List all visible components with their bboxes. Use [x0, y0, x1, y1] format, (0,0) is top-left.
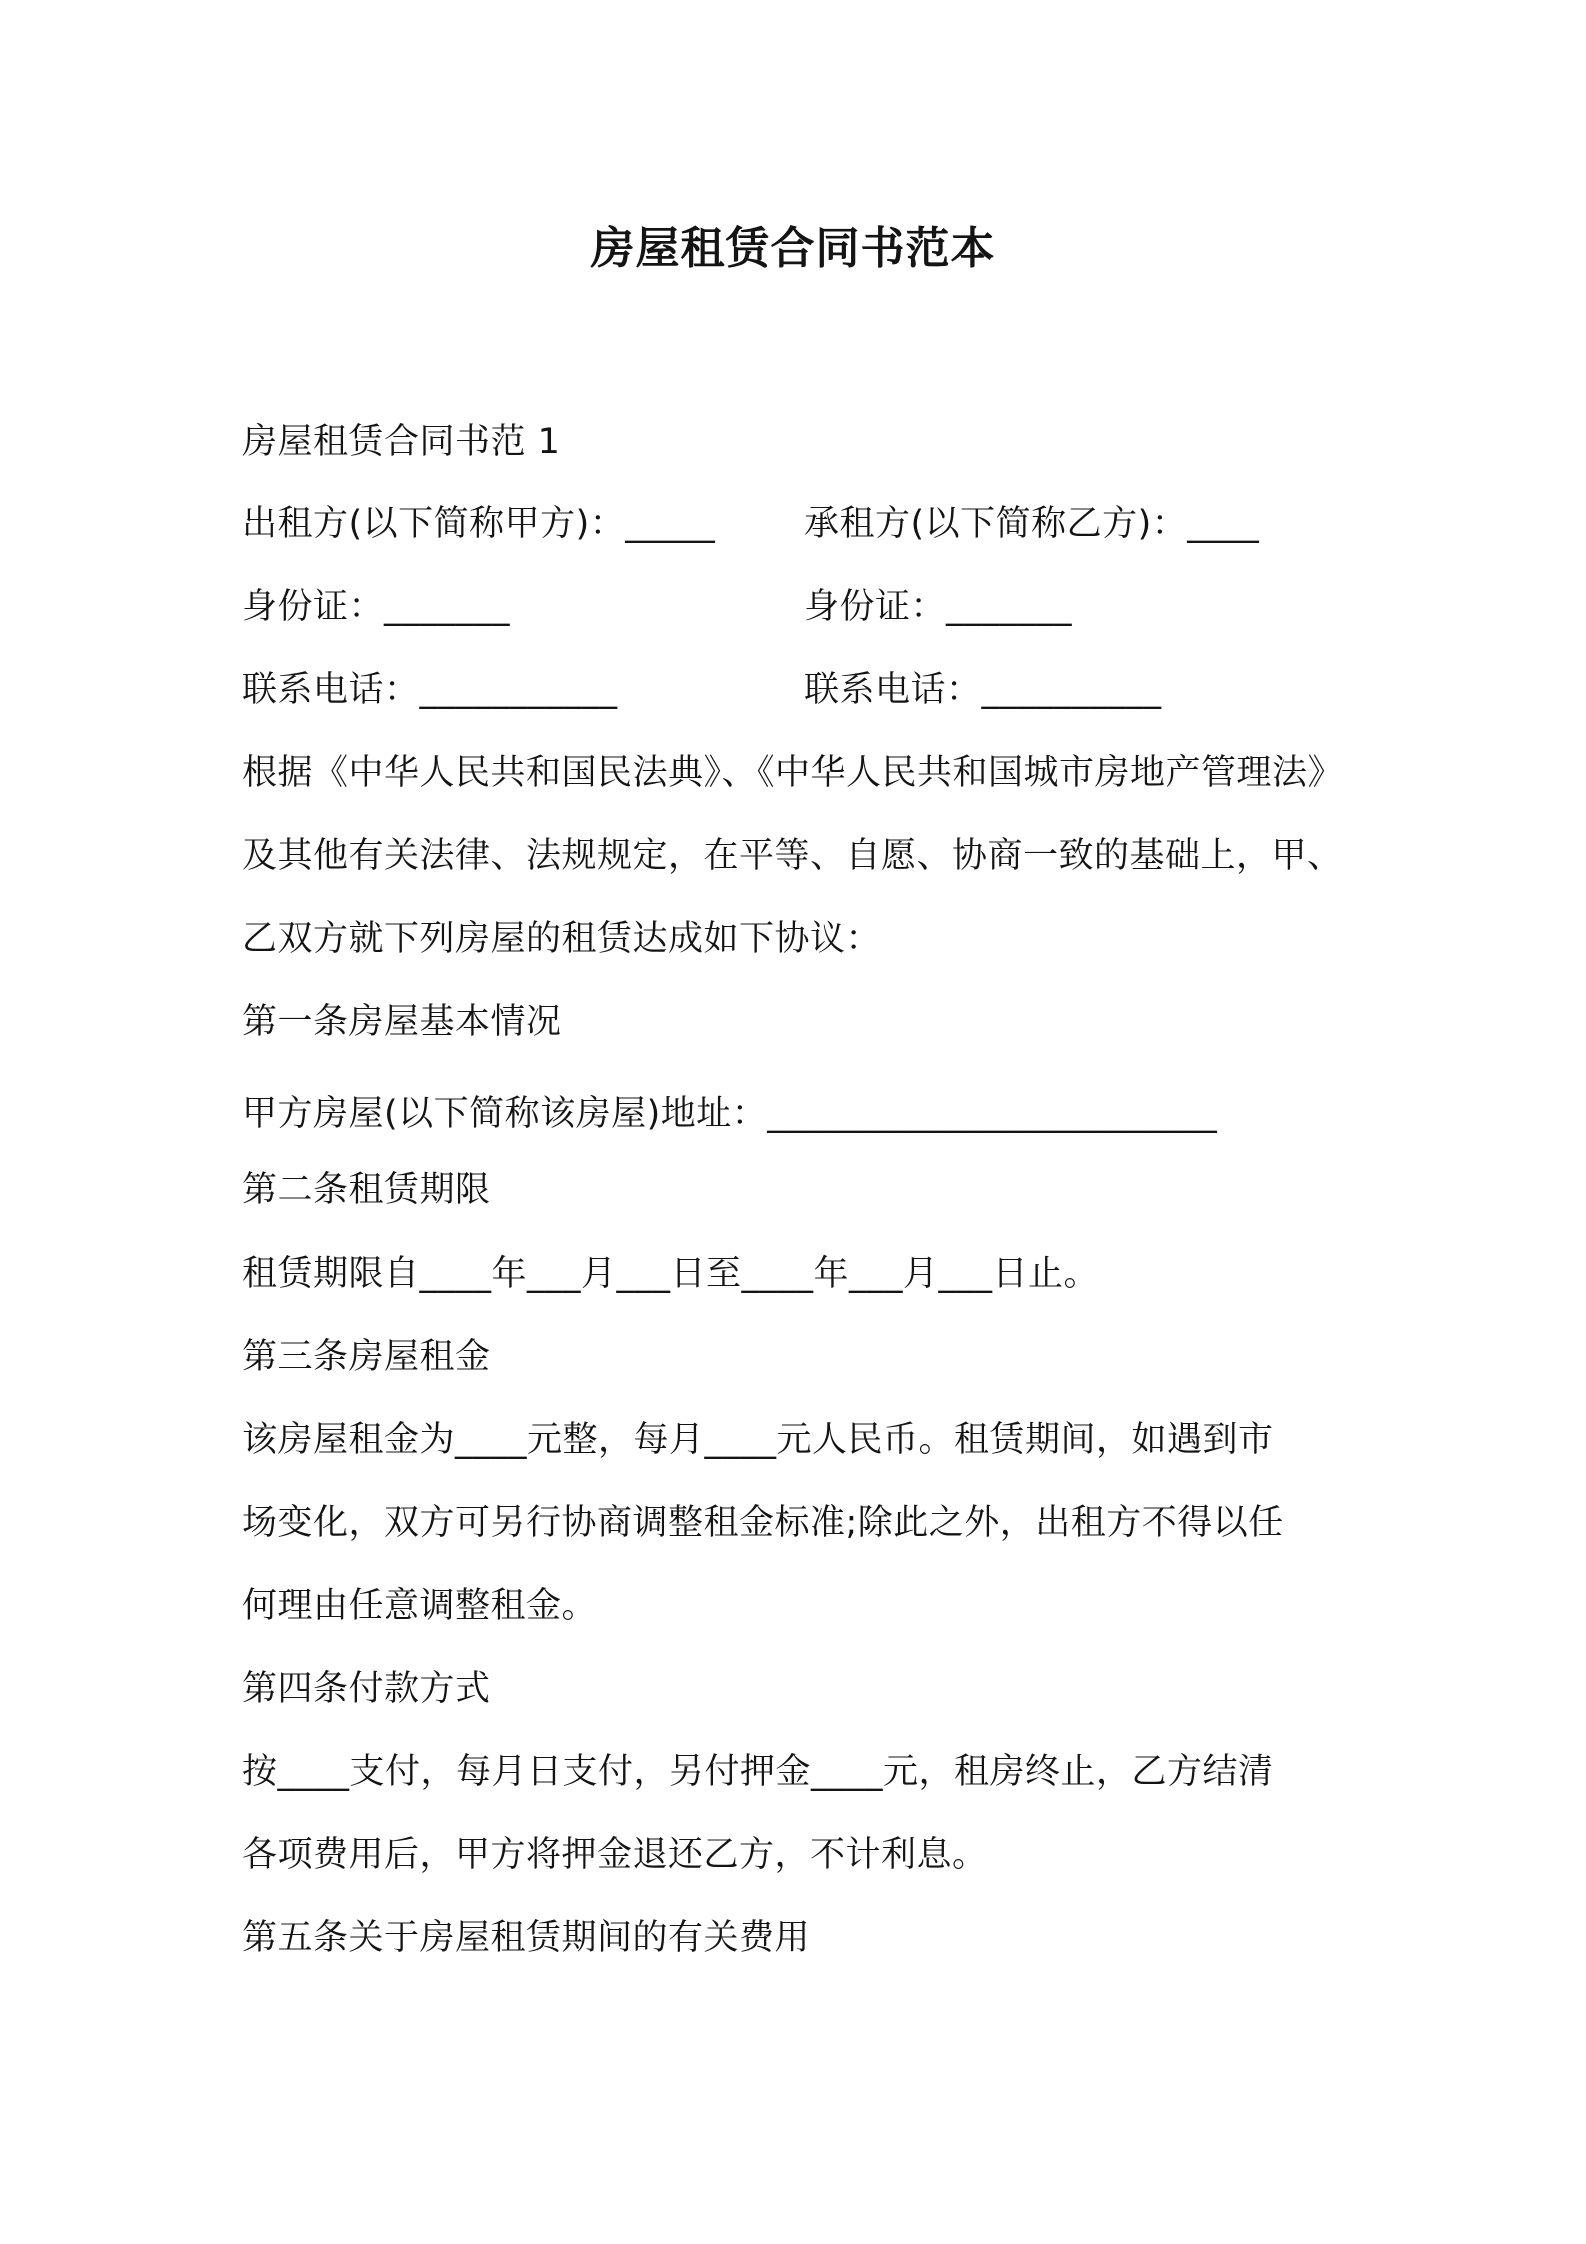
document-title: 房屋租赁合同书范本: [590, 223, 996, 274]
article-2-line: 租赁期限自____年___月___日至____年___月___日止。: [242, 1254, 1100, 1294]
lessee-name-field: 承租方(以下简称乙方)：____: [804, 504, 1260, 544]
article-1-heading: 第一条房屋基本情况: [242, 1002, 562, 1042]
article-2-heading: 第二条租赁期限: [242, 1170, 491, 1210]
article-3-heading: 第三条房屋租金: [242, 1337, 491, 1377]
article-4-heading: 第四条付款方式: [242, 1669, 491, 1709]
lessor-phone-field: 联系电话：___________: [242, 670, 618, 710]
article-3-line-3: 何理由任意调整租金。: [242, 1586, 598, 1626]
article-4-line-1: 按____支付，每月日支付，另付押金____元，租房终止，乙方结清: [242, 1752, 1274, 1792]
article-3-line-2: 场变化，双方可另行协商调整租金标准;除此之外，出租方不得以任: [242, 1503, 1284, 1543]
contract-subtitle: 房屋租赁合同书范 1: [242, 422, 561, 462]
preamble-line-1: 根据《中华人民共和国民法典》、《中华人民共和国城市房地产管理法》: [242, 753, 1344, 793]
article-1-line: 甲方房屋(以下简称该房屋)地址：_________________________: [242, 1094, 1218, 1134]
lessee-id-field: 身份证：_______: [804, 587, 1073, 627]
preamble-line-3: 乙双方就下列房屋的租赁达成如下协议：: [242, 919, 882, 959]
article-5-heading: 第五条关于房屋租赁期间的有关费用: [242, 1918, 811, 1958]
article-3-line-1: 该房屋租金为____元整，每月____元人民币。租赁期间，如遇到市: [242, 1420, 1274, 1460]
article-4-line-2: 各项费用后，甲方将押金退还乙方，不计利息。: [242, 1835, 988, 1875]
lessor-name-field: 出租方(以下简称甲方)：_____: [242, 504, 716, 544]
lessor-id-field: 身份证：_______: [242, 587, 511, 627]
preamble-line-2: 及其他有关法律、法规规定，在平等、自愿、协商一致的基础上，甲、: [242, 836, 1343, 876]
lessee-phone-field: 联系电话：__________: [804, 670, 1162, 710]
